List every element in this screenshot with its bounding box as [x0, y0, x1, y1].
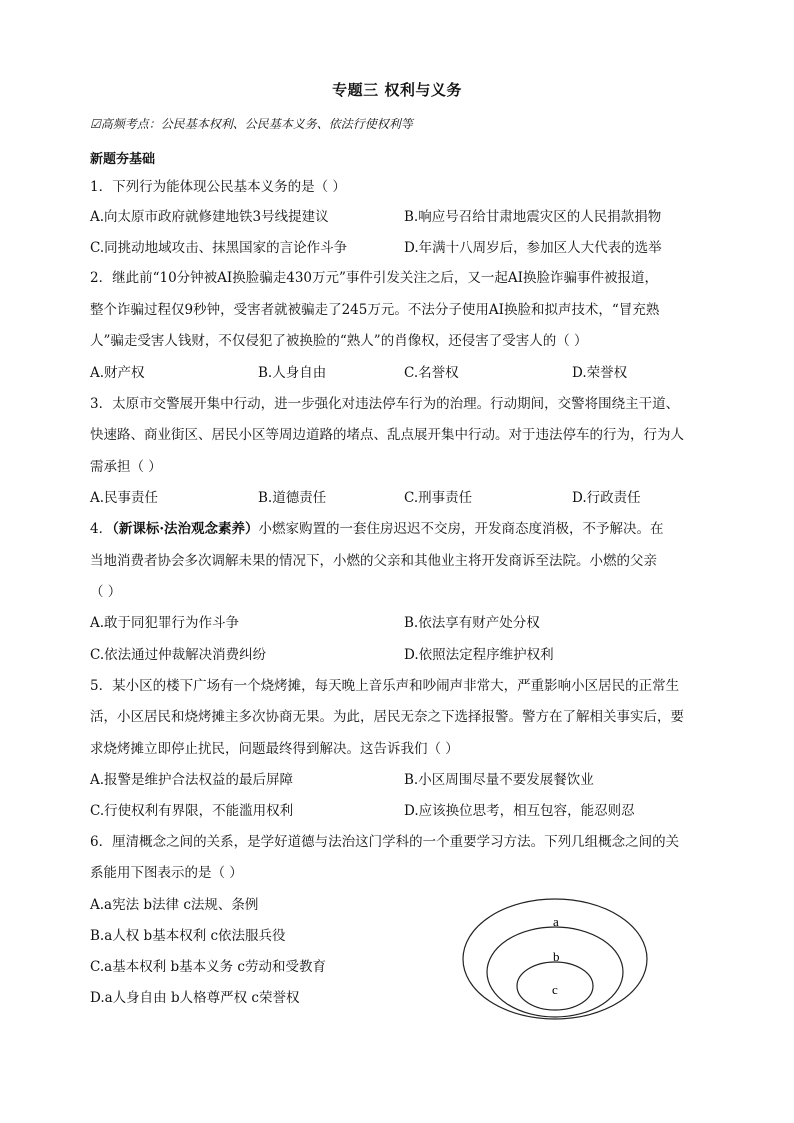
q6-option-b: B.a人权 b基本权利 c依法服兵役: [90, 928, 286, 944]
q4-tag: （新课标·法治观念素养）: [112, 521, 259, 537]
label-a: a: [553, 914, 559, 929]
q2-line-1: 2．继此前“10分钟被AI换脸骗走430万元”事件引发关注之后，又一起AI换脸诈骗事件被报道，: [90, 270, 659, 286]
q3-line-3: 需承担（ ）: [90, 459, 162, 475]
q4-line-3: （ ）: [90, 584, 122, 600]
q6-option-a: A.a宪法 b法律 c法规、条例: [90, 897, 259, 913]
q5-option-b: B.小区周围尽量不要发展餐饮业: [404, 772, 594, 788]
ellipse-b: [487, 927, 623, 1017]
q4-number: 4．: [90, 521, 113, 537]
q2-line-3: 人”骗走受害人钱财，不仅侵犯了被换脸的“熟人”的肖像权，还侵害了受害人的（ ）: [90, 333, 588, 349]
q5-line-2: 活，小区居民和烧烤摊主多次协商无果。为此，居民无奈之下选择报警。警方在了解相关事实后，要: [90, 709, 684, 725]
q5-option-a: A.报警是维护合法权益的最后屏障: [90, 772, 294, 788]
label-c: c: [552, 982, 558, 997]
subtitle-keypoints: ☑高频考点：公民基本权利、公民基本义务、依法行使权利等: [90, 117, 413, 131]
q2-option-c: C.名誉权: [404, 365, 459, 381]
q1-option-c: C.同挑动地域攻击、抹黑国家的言论作斗争: [90, 240, 348, 256]
q4-option-a: A.敢于同犯罪行为作斗争: [90, 615, 240, 631]
q1-option-b: B.响应号召给甘肃地震灾区的人民捐款捐物: [404, 209, 662, 225]
q3-option-a: A.民事责任: [90, 490, 159, 506]
q4-line-1-text: 小燃家购置的一套住房迟迟不交房，开发商态度消极，不予解决。在: [258, 521, 664, 537]
q2-option-d: D.荣誉权: [572, 365, 628, 381]
q4-line-2: 当地消费者协会多次调解未果的情况下，小燃的父亲和其他业主将开发商诉至法院。小燃的父亲: [90, 553, 657, 569]
q1-stem: 1．下列行为能体现公民基本义务的是（ ）: [90, 179, 346, 195]
q5-option-c: C.行使权利有界限，不能滥用权利: [90, 803, 294, 819]
q3-option-c: C.刑事责任: [404, 490, 473, 506]
q4-option-d: D.依照法定程序维护权利: [404, 647, 554, 663]
section-heading: 新题夯基础: [90, 152, 156, 167]
q2-option-a: A.财产权: [90, 365, 145, 381]
q6-line-1: 6．厘清概念之间的关系，是学好道德与法治这门学科的一个重要学习方法。下列几组概念之间的关: [90, 834, 680, 850]
q3-line-2: 快速路、商业街区、居民小区等周边道路的堵点、乱点展开集中行动。对于违法停车的行为，行为人: [90, 427, 684, 443]
q4-line-1: [90, 519, 664, 539]
q5-line-3: 求烧烤摊立即停止扰民，问题最终得到解决。这告诉我们（ ）: [90, 741, 459, 757]
q2-line-2: 整个诈骗过程仅9秒钟，受害者就被骗走了245万元。不法分子使用AI换脸和拟声技术，“冒充熟: [90, 302, 660, 318]
q5-option-d: D.应该换位思考，相互包容，能忍则忍: [404, 803, 635, 819]
nested-ellipse-diagram: [455, 895, 655, 1025]
q6-line-2: 系能用下图表示的是（ ）: [90, 865, 243, 881]
q3-option-b: B.道德责任: [258, 490, 327, 506]
label-b: b: [553, 949, 560, 964]
q4-option-c: C.依法通过仲裁解决消费纠纷: [90, 647, 267, 663]
q1-option-d: D.年满十八周岁后，参加区人大代表的选举: [404, 240, 662, 256]
q2-option-b: B.人身自由: [258, 365, 327, 381]
q1-option-a: A.向太原市政府就修建地铁3号线提建议: [90, 209, 329, 225]
page-title: 专题三 权利与义务: [332, 81, 462, 99]
q4-option-b: B.依法享有财产处分权: [404, 615, 540, 631]
q3-option-d: D.行政责任: [572, 490, 641, 506]
q3-line-1: 3．太原市交警展开集中行动，进一步强化对违法停车行为的治理。行动期间，交警将围绕主干道、: [90, 396, 680, 412]
q6-option-c: C.a基本权利 b基本义务 c劳动和受教育: [90, 959, 326, 975]
q6-option-d: D.a人身自由 b人格尊严权 c荣誉权: [90, 990, 300, 1006]
q5-line-1: 5．某小区的楼下广场有一个烧烤摊，每天晚上音乐声和吵闹声非常大，严重影响小区居民的正常生: [90, 678, 680, 694]
